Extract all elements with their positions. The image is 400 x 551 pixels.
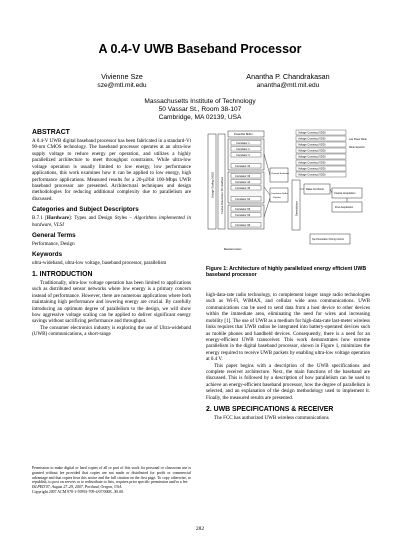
voltage-crossing-label: Voltage Crossing (VDD) [298, 137, 326, 141]
categories-code: B.7.1 [ [32, 215, 47, 222]
vs-left-label: Voltage Scaling (VDD) [211, 172, 215, 198]
sync-timing-label: Synchronization Timing Control [312, 239, 344, 241]
voltage-crossing-label: Voltage Crossing (VDD) [298, 161, 326, 165]
correlator-label: Correlator 2 [236, 147, 250, 151]
right-paragraph-1: high-data-rate radio technology, to complement longer range radio technologies such as Wi-Fi, WiMAX, and cellular wide area communications. UWB communications can be used to send data from a host device to other devices within the immediate area, eliminating the need for wires and increasing mobility [1]. The use of UWB as a medium for high-data-rate last-meter wireless links requires that UWB radios be integrated into battery-operated devices such as mobile phones and handheld devices. Consequently, there is a need for an energy-efficient UWB transceiver. This work demonstrates how extreme parallelism in the digital baseband processor, shown in Figure 1, minimizes the energy required to receive UWB packets by enabling ultra-low voltage operation at 0.4 V. [206, 292, 370, 363]
permission-text: Permission to make digital or hard copies of all or part of this work for personal or classroom use is granted without fee provided that copies are not made or distributed for profit or commercial advantage and that copies bear this notice and the full citation on the first page. To copy otherwise, to republish, to post on servers or to redistribute to lists, requires prior specific permission and/or a fee. [32, 466, 191, 485]
affiliation-line: Massachusetts Institute of Technology [144, 98, 256, 105]
arrow [264, 198, 270, 217]
general-terms-heading: General Terms [32, 232, 76, 240]
categories-sub: ]: Types and Design Styles – [68, 215, 135, 222]
correlator-label: Correlator 66 [235, 213, 251, 217]
rake-combiner-label: Rake Combiner [306, 188, 325, 191]
author-2-email[interactable]: anantha@mtl.mit.edu [256, 81, 320, 89]
demodulator-label: Demodulator [295, 201, 299, 216]
permission-block [32, 466, 191, 495]
correlation-buffer-box [270, 188, 288, 202]
voltage-crossing-label: Voltage Crossing (VDD) [298, 131, 326, 135]
voltage-crossing-label: Voltage Crossing (VDD) [298, 173, 326, 177]
baseband-output-label: Baseband output [224, 249, 242, 251]
abstract-heading: ABSTRACT [32, 129, 70, 136]
categories-italic: Algorithms implemented in hardware, VLSI [32, 215, 191, 228]
keywords-text: ultra-wideband, ultra-low voltage, baseband processor, parallelism [32, 260, 167, 267]
channel-estimator-box [270, 168, 288, 182]
arrow [264, 154, 270, 175]
mode-selection-label: Mode Selection [349, 147, 365, 149]
correlator-label: Correlator 32 [235, 164, 251, 168]
permission-venue: ISLPED'07, August 27–29, 2007, Portland, Oregon, USA. [32, 485, 123, 489]
pipeline-label: Pipeline [273, 197, 281, 199]
author-1 [62, 73, 182, 90]
author-2 [218, 73, 358, 90]
section-2-heading: 2. UWB SPECIFICATIONS & RECEIVER [206, 406, 334, 414]
io-interface-label: Coarse Data Rate / I/O Interface [220, 176, 224, 214]
author-1-email[interactable]: sze@mtl.mit.edu [97, 81, 147, 89]
intro-paragraph-1: Traditionally, ultra-low voltage operation has been limited to applications such as distributed sensor networks where low energy is a primary concern instead of performance. However, there are numerous applications where both maintaining high performance and lowering energy are crucial. By carefully introducing an optimum degree of parallelism to the design, we will show how aggressive voltage scaling can be applied to deliver significant energy savings without sacrificing performance and throughput. [32, 279, 191, 325]
correlation-buffer-label: Correlation Buffer [271, 193, 289, 195]
right-paragraph-3: The FCC has authorized UWB wireless communications [214, 415, 329, 422]
voltage-crossing-label: Voltage Crossing (VDD) [298, 149, 326, 153]
preamble-label: Preamble Buffer [234, 133, 253, 137]
correlator-label: Correlator 35 [235, 186, 251, 190]
arrow [330, 189, 332, 193]
abstract-text: A 0.4-V UWB digital baseband processor has been fabricated in a standard-Vt 90-nm CMOS technology. The baseband processor operates at an ultra-low supply voltage to reduce energy per operation, and utilizes a highly parallelized architecture to meet throughput constraints. While ultra-low voltage operation is usually limited to low energy, low performance applications, this work examines how it can be applied to low energy, high performance applications. Measured results for a 20-μJ/bit 100-Mbps UWB baseband processor are presented. Architectural techniques and design methodologies for reducing additional complexity due to parallelism are discussed. [32, 138, 191, 202]
correlator-label: Correlator 64 [235, 197, 251, 201]
affiliation-line: 50 Vassar St., Room 38-107 [158, 105, 242, 113]
page-number: 282 [195, 526, 205, 532]
categories-text [32, 215, 191, 228]
categories-bold: Hardware [46, 215, 69, 222]
channel-estimator-label: Channel Estimator [271, 173, 289, 175]
voltage-crossing-label: Voltage Crossing (VDD) [298, 167, 326, 171]
keywords-heading: Keywords [32, 251, 63, 259]
right-column [206, 292, 370, 422]
architecture-figure [206, 128, 370, 263]
paper-title: A 0.4-V UWB Baseband Processor [98, 42, 302, 56]
correlator-label: Correlator 33 [235, 174, 251, 178]
general-terms-text: Performance, Design [32, 241, 75, 248]
author-1-name: Vivienne Sze [101, 72, 143, 81]
arrow [264, 187, 270, 195]
correlator-label: Correlator 96 [235, 223, 251, 227]
coarse-acquisition-label: Coarse Acquisition [334, 192, 356, 195]
affiliation-line: Cambridge, MA 02139, USA [158, 113, 242, 121]
voltage-crossing-stack [296, 130, 346, 177]
voltage-crossing-label: Voltage Crossing (VDD) [298, 143, 326, 147]
author-2-name: Anantha P. Chandrakasan [246, 72, 330, 81]
fine-acquisition-label: Fine Acquisition [335, 206, 354, 209]
figure-caption: Figure 1: Architecture of highly parallelized energy efficient UWB baseband processor [206, 266, 367, 279]
intro-heading: 1. INTRODUCTION [32, 270, 93, 278]
intro-paragraph-2: The consumer electronics industry is exploring the use of Ultra-wideband (UWB) communications, a short-range [32, 324, 191, 338]
low-power-mode-label: Low Power Mode [349, 139, 367, 141]
affiliation [0, 98, 400, 121]
categories-heading: Categories and Subject Descriptors [32, 206, 139, 214]
voltage-crossing-label: Voltage Crossing (VDD) [298, 155, 326, 159]
left-column [32, 129, 191, 338]
correlator-label: Correlator 1 [236, 141, 250, 145]
permission-copyright: Copyright 2007 ACM 978-1-59593-709-4/07/0008...$5.00. [32, 489, 125, 494]
correlator-label: Correlator 34 [235, 180, 251, 184]
correlator-label: Correlator 3 [236, 153, 250, 157]
right-paragraph-2: This paper begins with a description of the UWB specifications and complete receiver architecture. Next, the main functions of the baseband are discussed. This is followed by a description of how parallelism can be used to achieve an energy-efficient baseband processor, how the degree of parallelism is selected, and an explanation of the design methodology used to implement it. Finally, the measured results are presented. [206, 362, 370, 401]
correlator-label: Correlator 65 [235, 207, 251, 211]
